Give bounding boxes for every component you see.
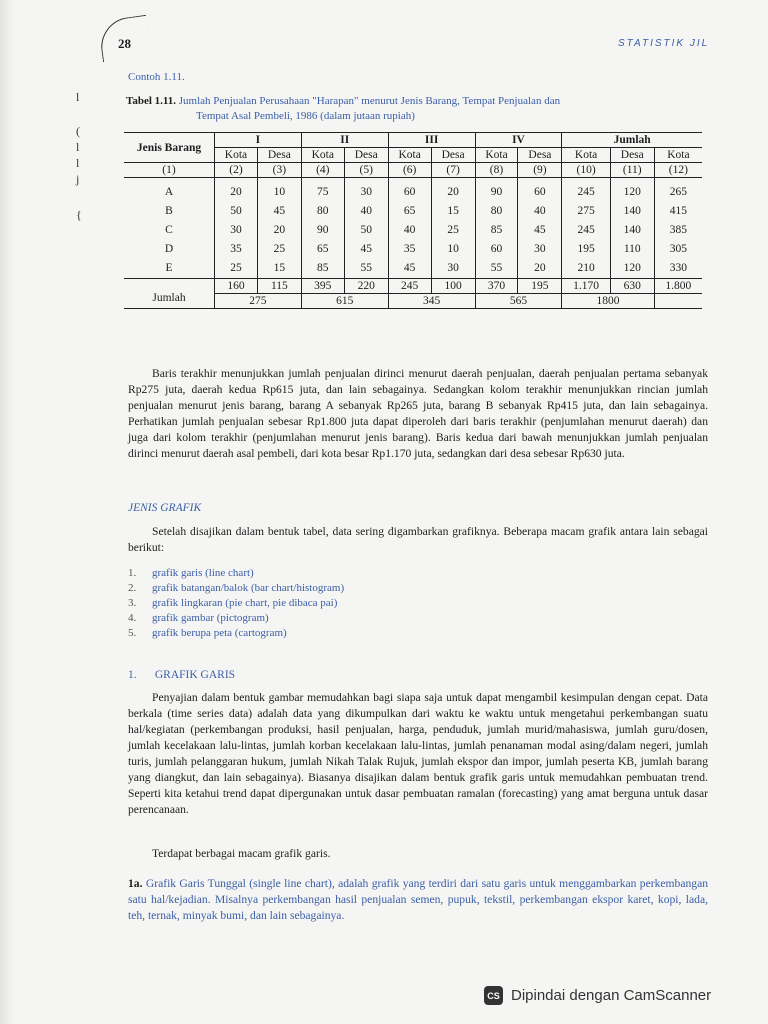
list-item-number: 2. (128, 582, 137, 594)
subsection-number: 1. (128, 669, 137, 681)
table-cell: 305 (669, 243, 687, 255)
list-item-text: grafik gambar (pictogram) (152, 612, 269, 624)
table-cell: 50 (344, 221, 388, 240)
table-cell: 415 (669, 205, 687, 217)
table-cell: 10 (257, 178, 301, 203)
table-cell: 80 (301, 202, 344, 221)
subsection-heading (128, 669, 235, 681)
table-cell: 20 (431, 178, 475, 203)
table-cell: 20 (215, 178, 258, 203)
table-cell: 40 (344, 202, 388, 221)
table-cell: 55 (475, 259, 518, 279)
table-cell: 25 (257, 240, 301, 259)
margin-mark: { (76, 208, 82, 222)
table-cell: 35 (388, 240, 431, 259)
col-number: (10) (562, 163, 610, 178)
example-label: Contoh 1.11. (128, 71, 185, 83)
list-item-number: 1. (128, 567, 137, 579)
table-cell: 265 (669, 186, 687, 198)
col-number: (8) (475, 163, 518, 178)
list-item-text: grafik batangan/balok (bar chart/histogram) (152, 582, 345, 594)
table-cell: 120 (610, 178, 654, 203)
row-item-label: A (124, 178, 215, 203)
margin-mark: l (76, 90, 80, 104)
header-item: Jenis Barang (124, 133, 215, 163)
margin-mark: l (76, 140, 80, 154)
section-title: JENIS GRAFIK (128, 502, 202, 514)
col-number: (5) (344, 163, 388, 178)
page-number: 28 (118, 36, 131, 51)
table-cell: 20 (518, 259, 562, 279)
table-body (124, 178, 702, 279)
list-item (128, 596, 344, 611)
table-cell: 45 (388, 259, 431, 279)
col-number: (4) (301, 163, 344, 178)
table-cell: 30 (431, 259, 475, 279)
table-cell: 60 (475, 240, 518, 259)
table-cell: 50 (215, 202, 258, 221)
row-item-label: C (124, 221, 215, 240)
table-cell: 65 (388, 202, 431, 221)
table-row (124, 259, 702, 279)
list-item-number: 4. (128, 612, 137, 624)
table-row (124, 202, 702, 221)
table-cell: 30 (215, 221, 258, 240)
chart-types-list (128, 566, 344, 641)
col-number: (3) (257, 163, 301, 178)
total-cell: 160 (215, 279, 258, 294)
total-cell: 630 (610, 279, 654, 294)
header-group: II (301, 133, 388, 148)
table-cell: 20 (257, 221, 301, 240)
total-cell: 1.800 (654, 279, 702, 294)
sub-header: Kota (562, 148, 610, 163)
item-1a-number: 1a. (128, 877, 143, 890)
paragraph-table-explanation: Baris terakhir menunjukkan jumlah penjualan dirinci menurut daerah penjualan, daerah penjualan pertama sebanyak Rp275 juta, daerah kedua Rp615 juta, dan lain sebagainya. Sedangkan kolom terakhir menunjukkan rincian jumlah penjualan menurut jenis barang, barang A sebanyak Rp265 juta, barang B sebanyak Rp415 juta, dan lain sebagainya. Perhatikan jumlah penjualan sebesar Rp1.800 juta dapat diperoleh dari baris terakhir (penjumlahan menurut daerah) dan juga dari kolom terakhir (penjumlahan menurut jenis barang). Baris kedua dari bawah menunjukkan jumlah penjualan dirinci menurut daerah asal pembeli, dari kota besar Rp1.170 juta, sedangkan dari desa sebesar Rp630 juta. (128, 367, 708, 460)
camscanner-footer (484, 986, 711, 1005)
subsection-title: GRAFIK GARIS (154, 669, 236, 681)
paragraph-intro-charts: Setelah disajikan dalam bentuk tabel, data sering digambarkan grafiknya. Beberapa macam grafik antara lain sebagai berikut: (128, 525, 708, 554)
sub-header: Desa (610, 148, 654, 163)
sub-header: Kota (654, 148, 702, 163)
table-cell: 30 (518, 240, 562, 259)
table-cell: 85 (301, 259, 344, 279)
table-cell: 120 (610, 259, 654, 279)
sales-table (124, 132, 702, 309)
group-total: 345 (388, 294, 475, 309)
table-cell: 55 (344, 259, 388, 279)
row-item-label: D (124, 240, 215, 259)
table-row (124, 240, 702, 259)
list-item (128, 626, 344, 641)
table-cell: 110 (610, 240, 654, 259)
table-cell: 195 (562, 240, 610, 259)
table-label: Tabel 1.11. (126, 95, 177, 107)
total-label: Jumlah (124, 279, 215, 309)
table-row (124, 221, 702, 240)
running-head: STATISTIK JIL (618, 38, 710, 49)
sub-header: Kota (388, 148, 431, 163)
sub-header: Desa (257, 148, 301, 163)
total-cell: 100 (431, 279, 475, 294)
table-cell: 75 (301, 178, 344, 203)
table-cell: 25 (215, 259, 258, 279)
table-cell: 35 (215, 240, 258, 259)
total-cell: 395 (301, 279, 344, 294)
table-cell: 60 (388, 178, 431, 203)
total-cell: 1.170 (562, 279, 610, 294)
table-cell: 210 (562, 259, 610, 279)
col-number: (2) (215, 163, 258, 178)
table-cell: 330 (669, 262, 687, 274)
total-cell: 245 (388, 279, 431, 294)
list-item-text: grafik lingkaran (pie chart, pie dibaca pai) (152, 597, 338, 609)
table-cell: 60 (518, 178, 562, 203)
table-cell: 245 (562, 178, 610, 203)
table-cell: 385 (669, 224, 687, 236)
list-item-number: 3. (128, 597, 137, 609)
group-total: 615 (301, 294, 388, 309)
col-number: (9) (518, 163, 562, 178)
total-cell: 115 (257, 279, 301, 294)
list-item (128, 611, 344, 626)
list-item (128, 566, 344, 581)
table-cell: 140 (610, 221, 654, 240)
group-total: 565 (475, 294, 562, 309)
table-row (124, 178, 702, 203)
table-cell: 45 (518, 221, 562, 240)
header-group: Jumlah (562, 133, 702, 148)
list-item-text: grafik berupa peta (cartogram) (152, 627, 287, 639)
col-number: (6) (388, 163, 431, 178)
table-cell: 30 (344, 178, 388, 203)
table-cell: 40 (518, 202, 562, 221)
group-total: 275 (215, 294, 302, 309)
camscanner-text: Dipindai dengan CamScanner (511, 987, 712, 1004)
col-number: (11) (610, 163, 654, 178)
table-cell: 85 (475, 221, 518, 240)
table-cell: 80 (475, 202, 518, 221)
total-cell: 195 (518, 279, 562, 294)
table-caption-line-1: Jumlah Penjualan Perusahaan "Harapan" menurut Jenis Barang, Tempat Penjualan dan (178, 95, 561, 107)
header-group: III (388, 133, 475, 148)
list-item (128, 581, 344, 596)
sub-header: Kota (475, 148, 518, 163)
col-number: (12) (654, 163, 702, 178)
header-group: IV (475, 133, 562, 148)
col-number: (1) (124, 163, 215, 178)
table-cell: 45 (344, 240, 388, 259)
item-1a-term: Grafik Garis Tunggal (145, 877, 246, 890)
scan-shadow (0, 0, 14, 1024)
table-cell: 25 (431, 221, 475, 240)
paragraph-types: Terdapat berbagai macam grafik garis. (152, 847, 331, 860)
total-cell: 370 (475, 279, 518, 294)
group-total: 1800 (562, 294, 654, 309)
header-group: I (215, 133, 302, 148)
sub-header: Desa (518, 148, 562, 163)
table-cell: 45 (257, 202, 301, 221)
table-cell: 15 (431, 202, 475, 221)
paragraph-line-chart: Penyajian dalam bentuk gambar memudahkan bagi siapa saja untuk dapat mengambil kesimpulan dengan cepat. Data berkala (time series data) adalah data yang dikumpulkan dari waktu ke waktu untuk mengetahui perkembangan suatu hal/kegiatan (perkembangan produksi, hasil penjualan, harga, penduduk, jumlah murid/mahasiswa, jumlah guru/dosen, jumlah kecelakaan lalu-lintas, jumlah korban kecelakaan lalu-lintas, jumlah penanaman modal asing/dalam negeri, jumlah turis, jumlah pelanggaran hukum, jumlah Nikah Talak Rujuk, jumlah ekspor dan impor, jumlah peserta KB, jumlah barang yang diangkut, dan lain sebagainya). Biasanya disajikan dalam bentuk grafik garis untuk memudahkan pembuatan trend. Seperti kita ketahui trend dapat dipergunakan untuk dasar pembuatan ramalan (forecasting) yang amat berguna untuk dasar perencanaan. (128, 691, 708, 816)
sub-header: Kota (215, 148, 258, 163)
camscanner-logo-icon: CS (484, 986, 503, 1005)
margin-mark: j (76, 172, 80, 186)
table-cell: 90 (475, 178, 518, 203)
sub-header: Desa (344, 148, 388, 163)
table-cell: 40 (388, 221, 431, 240)
table-caption-line-2: Tempat Asal Pembeli, 1986 (dalam jutaan rupiah) (196, 110, 415, 122)
item-1a (128, 876, 708, 924)
table-cell: 140 (610, 202, 654, 221)
row-item-label: E (124, 259, 215, 279)
list-item-number: 5. (128, 627, 137, 639)
table-cell: 65 (301, 240, 344, 259)
item-1a-text: (single line chart), adalah grafik yang terdiri dari satu garis untuk menggambarkan perkembangan satu hal/kejadian. Misalnya perkembangan hasil penjualan semen, pupuk, tekstil, perkembangan ekspor karet, kopi, lada, teh, ternak, minyak bumi, dan lain sebagainya. (128, 877, 709, 922)
margin-mark: l (76, 156, 80, 170)
table-cell: 245 (562, 221, 610, 240)
total-cell: 220 (344, 279, 388, 294)
margin-mark: ( (76, 124, 80, 138)
table-cell: 275 (562, 202, 610, 221)
table-cell: 10 (431, 240, 475, 259)
table-caption (126, 94, 706, 124)
empty-cell (654, 294, 702, 309)
list-item-text: grafik garis (line chart) (152, 567, 254, 579)
sub-header: Desa (431, 148, 475, 163)
table-cell: 15 (257, 259, 301, 279)
sub-header: Kota (301, 148, 344, 163)
table-cell: 90 (301, 221, 344, 240)
col-number: (7) (431, 163, 475, 178)
row-item-label: B (124, 202, 215, 221)
